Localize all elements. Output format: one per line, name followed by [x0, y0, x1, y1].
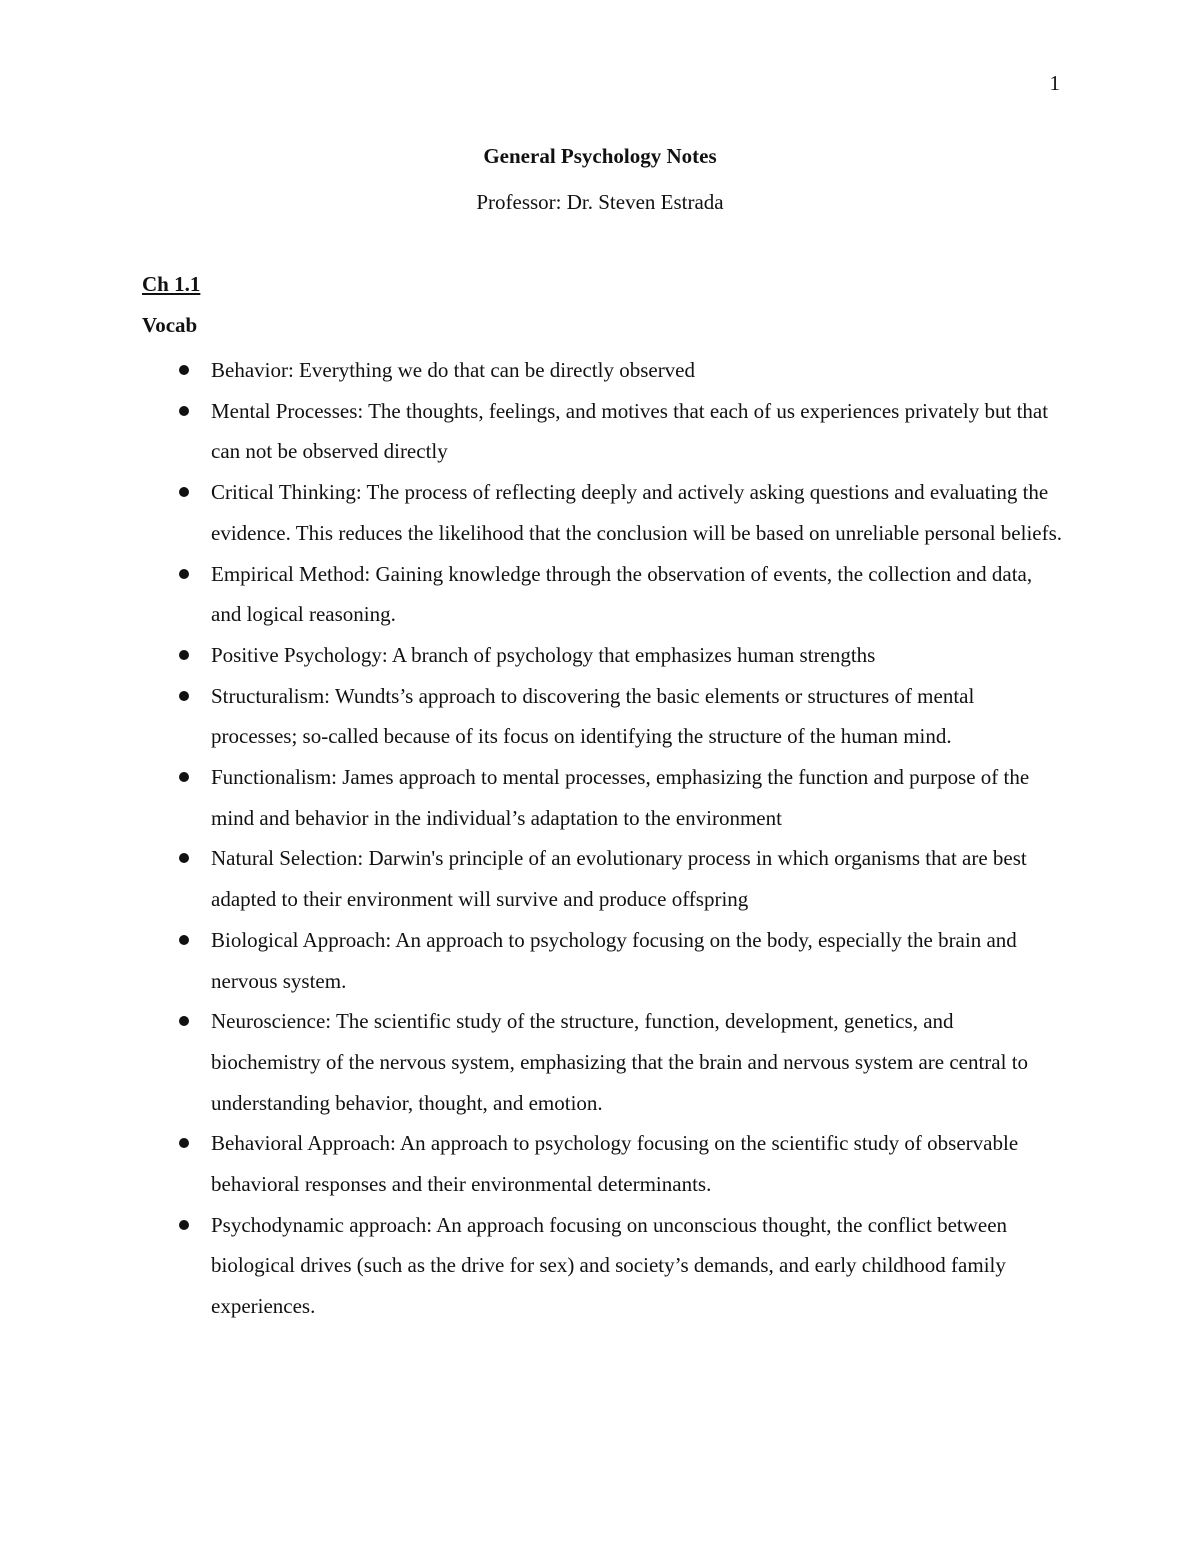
vocab-item: [0, 472, 1063, 553]
bullet-icon: [179, 772, 189, 782]
bullet-icon: [179, 487, 189, 497]
vocab-item: [0, 391, 1063, 472]
bullet-icon: [179, 853, 189, 863]
vocab-item: [0, 676, 1063, 757]
vocab-text: Empirical Method: Gaining knowledge through the observation of events, the collection and data, and logical reasoning.: [211, 561, 1033, 627]
vocab-text: Positive Psychology: A branch of psychology that emphasizes human strengths: [211, 642, 876, 667]
vocab-item: [0, 350, 1063, 391]
bullet-icon: [179, 365, 189, 375]
vocab-item: [0, 635, 1063, 676]
vocab-text: Structuralism: Wundts’s approach to discovering the basic elements or structures of mental processes; so-called because of its focus on identifying the structure of the human mind.: [211, 683, 975, 749]
vocab-item: [0, 1001, 1063, 1123]
vocab-item: [0, 920, 1063, 1001]
document-title: General Psychology Notes: [483, 144, 717, 168]
vocab-text: Neuroscience: The scientific study of the structure, function, development, genetics, and biochemistry of the nervous system, emphasizing that the brain and nervous system are central to understanding behavior, thought, and emotion.: [211, 1009, 1029, 1115]
vocab-item: [0, 554, 1063, 635]
vocab-text: Critical Thinking: The process of reflecting deeply and actively asking questions and evaluating the evidence. This reduces the likelihood that the conclusion will be based on unreliable personal beliefs.: [211, 480, 1063, 545]
bullet-icon: [179, 406, 189, 416]
vocab-text: Biological Approach: An approach to psychology focusing on the body, especially the brain and nervous system.: [211, 927, 1017, 993]
vocab-text: Behavioral Approach: An approach to psychology focusing on the scientific study of observable behavioral responses and their environmental determinants.: [211, 1131, 1019, 1197]
chapter-heading: Ch 1.1: [142, 272, 201, 296]
vocab-text: Behavior: Everything we do that can be directly observed: [211, 358, 696, 382]
vocab-text: Mental Processes: The thoughts, feelings, and motives that each of us experiences privately but that can not be observed directly: [211, 398, 1049, 464]
vocab-item: [0, 1123, 1063, 1204]
bullet-icon: [179, 1016, 189, 1026]
vocab-item: [0, 757, 1063, 838]
bullet-icon: [179, 569, 189, 579]
vocab-list: [0, 350, 1200, 1327]
vocab-text: Natural Selection: Darwin's principle of an evolutionary process in which organisms that are best adapted to their environment will survive and produce offspring: [211, 846, 1027, 912]
vocab-item: [0, 1205, 1063, 1327]
vocab-item: [0, 838, 1063, 919]
bullet-icon: [179, 1220, 189, 1230]
professor-line: Professor: Dr. Steven Estrada: [476, 190, 724, 214]
bullet-icon: [179, 691, 189, 701]
section-heading: Vocab: [142, 313, 198, 337]
bullet-icon: [179, 935, 189, 945]
vocab-text: Psychodynamic approach: An approach focusing on unconscious thought, the conflict between biological drives (such as the drive for sex) and society’s demands, and early childhood family experiences.: [211, 1212, 1008, 1319]
page-number: 1: [1049, 71, 1060, 95]
vocab-text: Functionalism: James approach to mental processes, emphasizing the function and purpose of the mind and behavior in the individual’s adaptation to the environment: [211, 765, 1030, 830]
bullet-icon: [179, 1138, 189, 1148]
bullet-icon: [179, 650, 189, 660]
